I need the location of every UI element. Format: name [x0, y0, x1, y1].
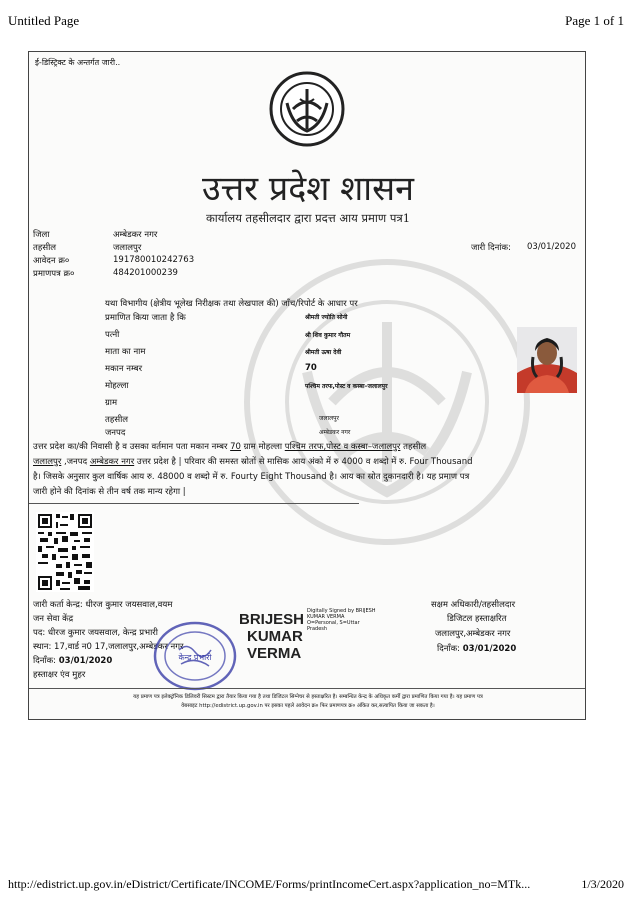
browser-page-number: Page 1 of 1: [565, 13, 624, 28]
field-label-mother: माता का नाम: [105, 347, 146, 357]
field-label-mohalla: मोहल्ला: [105, 381, 129, 391]
browser-url: http://edistrict.up.gov.in/eDistrict/Certificate/INCOME/Forms/printIncomeCert.aspx?application_no=MTk...: [8, 877, 531, 891]
authority-title: सक्षम अधिकारी/तहसीलदार: [431, 600, 516, 610]
detail-label-certificate: प्रमाणपत्र क्र०: [33, 269, 75, 279]
field-label-village: ग्राम: [105, 398, 118, 408]
para-house-number: 70: [230, 442, 241, 452]
watermark-emblem-icon: [237, 252, 537, 552]
field-label-house: मकान नम्बर: [105, 364, 143, 374]
intro-line-1: यथा विभागीय (क्षेत्रीय भूलेख निरीक्षक तथा लेखपाल की) जाँच/रिपोर्ट के आधार पर: [105, 299, 358, 309]
para-monthly-number: 4000: [341, 457, 364, 467]
certificate-subtitle: कार्यालय तहसीलदार द्वारा प्रदत्त आय प्रमाण पत्र1: [205, 211, 411, 225]
footer-line-1: यह प्रमाण पत्र इलेक्ट्रॉनिक डिलिवरी सिस्टम द्वारा तैयार किया गया है तथा डिजिटल सिग्नेचर से हस्ताक्षरित है। सम्बन्धित केन्द्र के अधिकृत कर्मी द्वारा प्रमाणित किया गया है। यह प्रमाण पत्र: [133, 694, 483, 700]
footer-line-2: वेबसाइट http://edistrict.up.gov.in पर इसका पहले आवेदन क्र० फिर प्रमाणपत्र क्र० अंकित कर,सत्यापित किया जा सकता है।: [181, 703, 435, 709]
applicant-name: श्रीमती ज्योति सोनी: [305, 314, 348, 321]
authority-place: जलालपुर,अम्बेडकर नगर: [435, 629, 511, 639]
field-value-district: अम्बेडकर नगर: [319, 429, 351, 436]
income-certificate: [28, 51, 586, 720]
edistrict-note: ई-डिस्ट्रिक्ट के अन्तर्गत जारी..: [35, 58, 121, 67]
issuer-center-2: जन सेवा केंद्र: [33, 614, 74, 624]
digital-signature-info: [307, 608, 379, 632]
certificate-paragraph: [33, 440, 581, 500]
digital-signature-line-3: Pradesh: [307, 626, 328, 632]
detail-label-district: जिला: [33, 230, 50, 240]
detail-value-district: अम्बेडकर नगर: [113, 230, 158, 240]
intro-line-2: प्रमाणित किया जाता है कि: [105, 313, 186, 323]
authority-date: 03/01/2020: [462, 644, 517, 654]
para-text-3: तहसील: [400, 442, 427, 452]
field-value-husband: श्री शिव कुमार गौतम: [305, 332, 351, 339]
para-monthly-words: Four Thousand: [409, 457, 473, 467]
issuer-date-row: [33, 655, 112, 666]
browser-date: 1/3/2020: [581, 877, 624, 891]
field-value-house: 70: [305, 363, 317, 373]
para-mohalla: पश्चिम तरफ,पोस्ट व कस्बा–जलालपुर: [284, 442, 401, 452]
issuer-sign-label: हस्ताक्षर एंव मुहर: [33, 670, 86, 680]
detail-label-tehsil: तहसील: [33, 243, 57, 253]
issuer-post: पद: धीरज कुमार जयसवाल, केन्द्र प्रभारी: [33, 628, 158, 638]
browser-page-title: Untitled Page: [8, 13, 80, 28]
authority-date-row: [437, 643, 516, 654]
digital-signature-line-1: Digitally Signed by BRIJESH KUMAR VERMA: [307, 608, 376, 620]
signer-name-2: KUMAR: [247, 628, 303, 645]
issuer-date: 03/01/2020: [58, 656, 113, 666]
signer-name-1: BRIJESH: [239, 611, 305, 628]
para-text-1: उत्तर प्रदेश का/की निवासी है व उसका वर्तमान पता मकान नम्बर: [33, 442, 231, 452]
para-district: अम्बेडकर नगर: [89, 457, 135, 467]
applicant-photo: [517, 327, 577, 393]
official-stamp-icon: [151, 620, 239, 692]
digital-signature-line-2: O=Personal, S=Uttar: [307, 620, 360, 626]
authority-date-label: दिनाँक:: [437, 644, 461, 654]
para-text-10: जारी होने की दिनांक से तीन वर्ष तक मान्य रहेगा |: [33, 487, 186, 497]
para-text-9: है। आय का स्रोत दुकानदारी है। यह प्रमाण पत्र: [326, 472, 470, 482]
paragraph-divider: [29, 503, 359, 504]
para-text-7: है। जिसके अनुसार कुल वार्षिक आय रु.: [33, 472, 158, 482]
signer-name-3: VERMA: [247, 645, 302, 662]
para-text-8: व शब्दो में रु.: [184, 472, 231, 482]
field-value-mother: श्रीमती ऊषा देवी: [305, 349, 342, 356]
para-text-5: उत्तर प्रदेश है | परिवार की समस्त स्रोतों से मासिक आय अंको में रु: [134, 457, 342, 467]
para-annual-number: 48000: [157, 472, 185, 482]
para-text-2: ग्राम मोहल्ला: [240, 442, 285, 452]
footer-divider: [29, 688, 585, 689]
field-label-husband: पत्नी: [105, 330, 120, 340]
footer-note: [33, 693, 583, 711]
field-value-tehsil: जलालपुर: [319, 415, 340, 422]
certificate-title: उत्तर प्रदेश शासन: [202, 169, 414, 209]
issue-date: 03/01/2020: [527, 242, 576, 252]
up-emblem-icon: [267, 69, 347, 149]
qr-code-icon: [36, 512, 94, 592]
issuer-place: स्थान: 17,वार्ड न0 17,जलालपुर,अम्बेडकर नगर: [33, 642, 184, 652]
issuer-center: जारी कर्ता केन्द्र: धीरज कुमार जयसवाल,वयम: [33, 600, 173, 610]
detail-value-application: 191780010242763: [113, 255, 195, 265]
stamp-text: केन्द्र प्रभारी: [178, 653, 212, 662]
field-label-district: जनपद: [105, 428, 126, 438]
field-value-mohalla: पश्चिम तरफ,पोस्ट व कस्बा–जलालपुर: [305, 383, 388, 390]
issue-date-label: जारी दिनांक:: [471, 243, 511, 253]
field-label-tehsil: तहसील: [105, 415, 129, 425]
para-text-6: व शब्दो में रु.: [363, 457, 410, 467]
para-tehsil: जलालपुर: [33, 457, 62, 467]
authority-signed: डिजिटल हस्ताक्षरित: [447, 614, 507, 624]
detail-value-certificate: 484201000239: [113, 268, 178, 278]
para-text-4: ,जनपद: [61, 457, 90, 467]
detail-value-tehsil: जलालपुर: [113, 243, 142, 253]
detail-label-application: आवेदन क्र०: [33, 256, 70, 266]
issuer-date-label: दिनाँक:: [33, 656, 57, 666]
para-annual-words: Fourty Eight Thousand: [230, 472, 327, 482]
